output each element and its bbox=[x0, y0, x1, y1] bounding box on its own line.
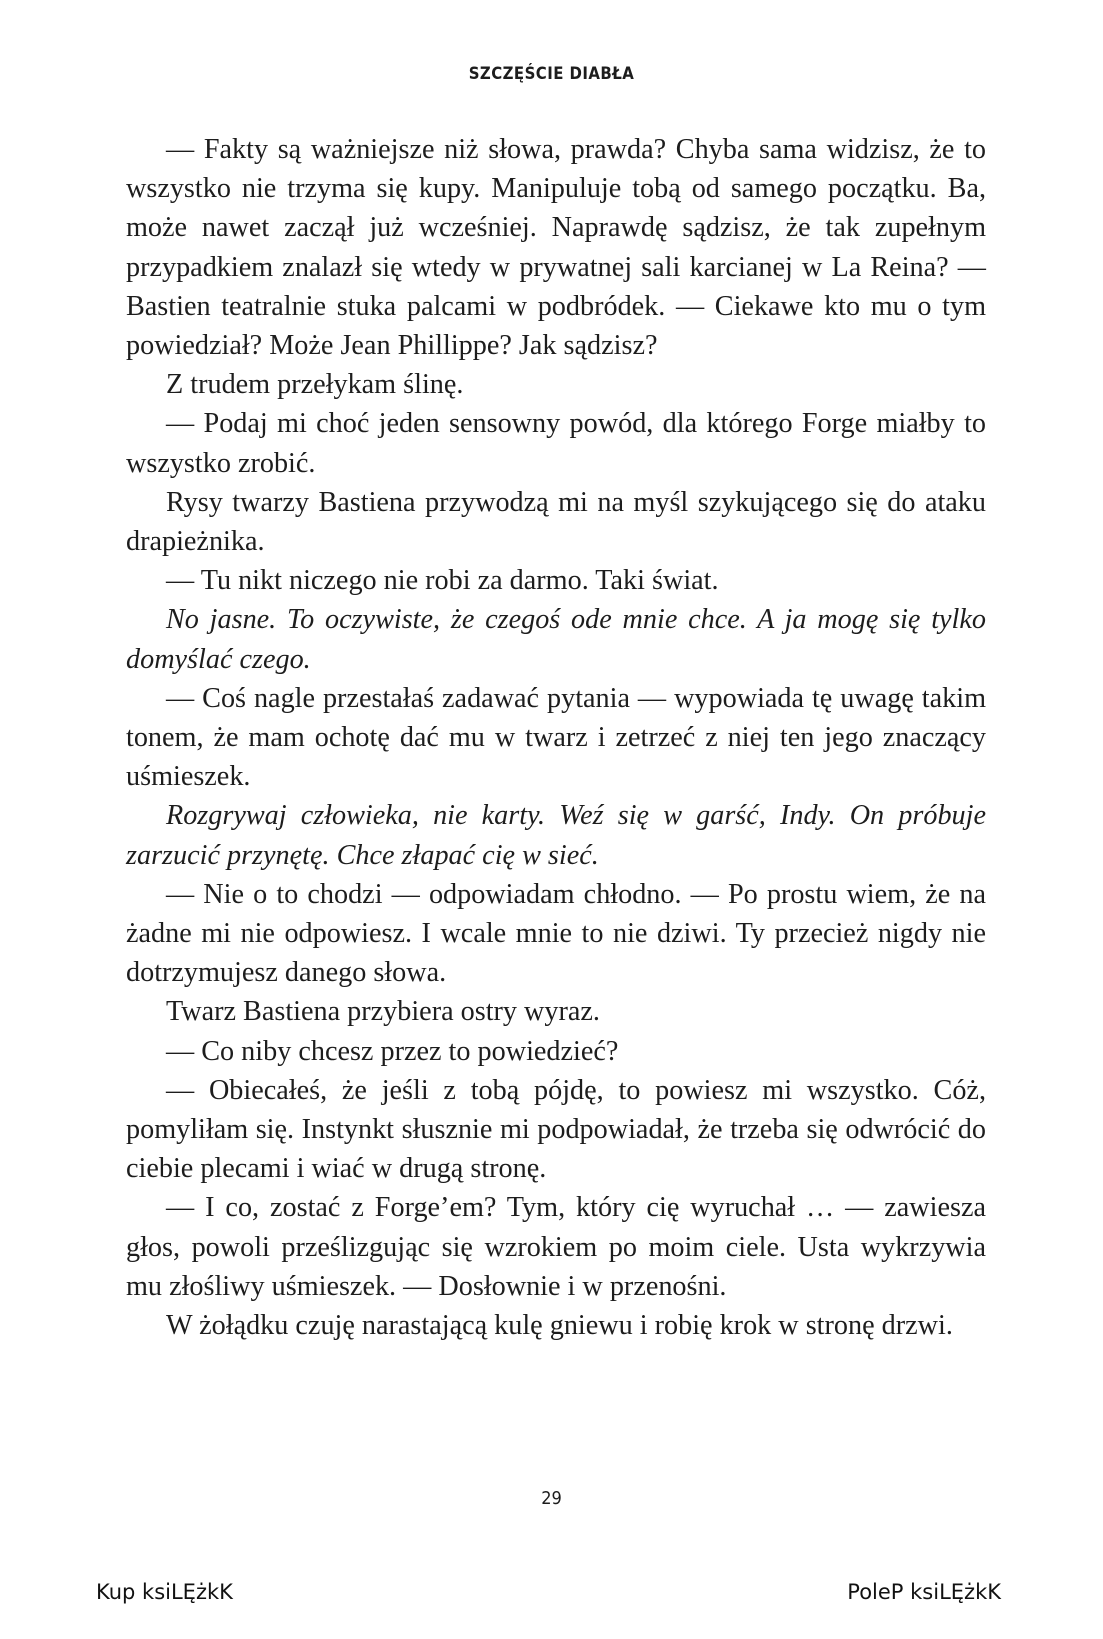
paragraph: — Tu nikt niczego nie robi za darmo. Taki świat. bbox=[166, 565, 719, 597]
italic-paragraph: Rozgrywaj człowieka, nie karty. Weź się w garść, Indy. On próbuje zarzucić przynętę. Chce złapać cię w sieć. bbox=[126, 800, 986, 871]
paragraph: W żołądku czuję narastającą kulę gniewu i robię krok w stronę drzwi. bbox=[166, 1310, 953, 1342]
paragraph: — Coś nagle przestałaś zadawać pytania — wypowiada tę uwagę takim tonem, że mam ochotę dać mu w twarz i zetrzeć z niej ten jego znaczący uśmieszek. bbox=[126, 682, 986, 793]
page-number: 29 bbox=[541, 1488, 562, 1509]
paragraph: — Co niby chcesz przez to powiedzieć? bbox=[166, 1035, 619, 1067]
paragraph: — Obiecałeś, że jeśli z tobą pójdę, to powiesz mi wszystko. Cóż, pomyliłam się. Instynkt słusznie mi podpowiadał, że trzeba się odwrócić do ciebie plecami i wiać w drugą stronę. bbox=[126, 1074, 986, 1185]
paragraph: Twarz Bastiena przybiera ostry wyraz. bbox=[166, 996, 600, 1028]
running-title: SZCZĘŚCIE DIABŁA bbox=[468, 64, 635, 84]
paragraph: — Podaj mi choć jeden sensowny powód, dla którego Forge miałby to wszystko zrobić. bbox=[126, 408, 986, 479]
italic-paragraph: No jasne. To oczywiste, że czegoś ode mnie chce. A ja mogę się tylko domyślać czego. bbox=[126, 604, 986, 675]
paragraph: — Fakty są ważniejsze niż słowa, prawda? Chyba sama widzisz, że to wszystko nie trzyma się kupy. Manipuluje tobą od samego początku. Ba, może nawet zaczął już wcześniej. Naprawdę sądzisz, że tak zupełnym przypadkiem znalazł się wtedy w prywatnej sali karcianej w La Reina? — Bastien teatralnie stuka palcami w podbródek. — Ciekawe kto mu o tym powiedział? Może Jean Phillippe? Jak sądzisz? bbox=[126, 134, 986, 362]
order-book-link[interactable]: PoleP ksiLĘżkK bbox=[847, 1580, 1001, 1604]
paragraph: — I co, zostać z Forge’em? Tym, który cię wyruchał … — zawiesza głos, powoli prześlizgując się wzrokiem po moim ciele. Usta wykrzywia mu złośliwy uśmieszek. — Dosłownie i w przenośni. bbox=[126, 1192, 986, 1302]
paragraph: Z trudem przełykam ślinę. bbox=[166, 369, 464, 401]
body-text bbox=[126, 130, 986, 1345]
buy-book-link[interactable]: Kup ksiLĘżkK bbox=[96, 1580, 233, 1604]
paragraph: Rysy twarzy Bastiena przywodzą mi na myśl szykującego się do ataku drapieżnika. bbox=[126, 486, 986, 558]
paragraph: — Nie o to chodzi — odpowiadam chłodno. — Po prostu wiem, że na żadne mi nie odpowiesz. I wcale mnie to nie dziwi. Ty przecież nigdy nie dotrzymujesz danego słowa. bbox=[126, 878, 986, 989]
